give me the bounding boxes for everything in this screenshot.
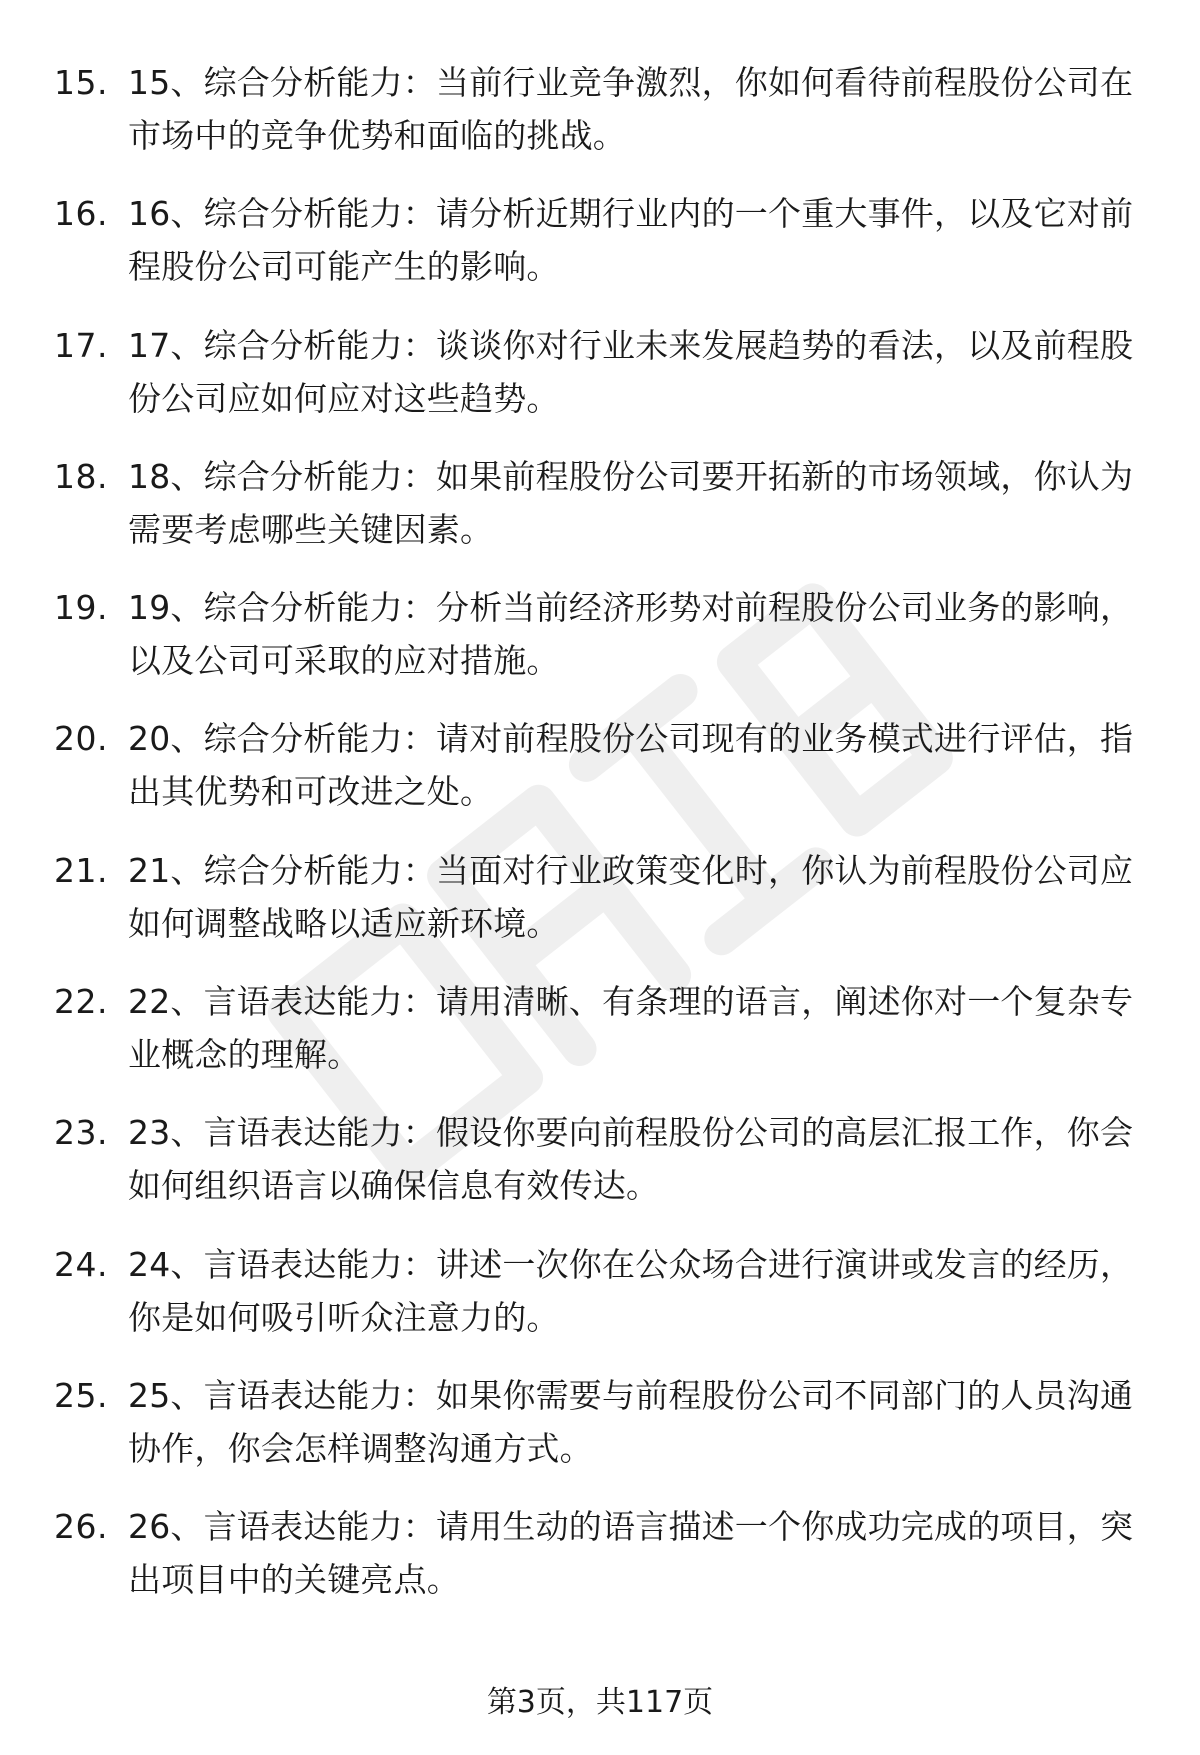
list-item — [0, 56, 1200, 187]
question-text: 25、言语表达能力：如果你需要与前程股份公司不同部门的人员沟通协作，你会怎样调整沟通方式。 — [128, 1375, 1134, 1468]
list-item — [0, 187, 1200, 318]
item-number: 18. — [54, 456, 108, 496]
page-footer: 第3页，共117页 — [486, 1685, 714, 1720]
question-text: 26、言语表达能力：请用生动的语言描述一个你成功完成的项目，突出项目中的关键亮点。 — [128, 1507, 1134, 1600]
list-item — [0, 319, 1200, 450]
list-item — [0, 712, 1200, 843]
question-text: 21、综合分析能力：当面对行业政策变化时，你认为前程股份公司应如何调整战略以适应新环境。 — [128, 850, 1134, 943]
item-number: 21. — [54, 850, 108, 890]
item-number: 25. — [54, 1375, 108, 1415]
question-text: 17、综合分析能力：谈谈你对行业未来发展趋势的看法，以及前程股份公司应如何应对这些趋势。 — [128, 325, 1134, 418]
list-item — [0, 975, 1200, 1106]
list-item — [0, 1500, 1200, 1631]
question-text: 15、综合分析能力：当前行业竞争激烈，你如何看待前程股份公司在市场中的竞争优势和面临的挑战。 — [128, 63, 1134, 155]
item-number: 22. — [54, 982, 108, 1022]
item-number: 19. — [54, 588, 108, 628]
list-item — [0, 581, 1200, 712]
item-number: 26. — [54, 1507, 108, 1547]
item-number: 20. — [54, 719, 108, 759]
list-item — [0, 1238, 1200, 1369]
question-text: 18、综合分析能力：如果前程股份公司要开拓新的市场领域，你认为需要考虑哪些关键因素。 — [128, 456, 1134, 549]
list-item — [0, 1369, 1200, 1500]
question-text: 20、综合分析能力：请对前程股份公司现有的业务模式进行评估，指出其优势和可改进之处。 — [128, 719, 1134, 812]
item-number: 17. — [54, 325, 108, 365]
question-text: 16、综合分析能力：请分析近期行业内的一个重大事件，以及它对前程股份公司可能产生的影响。 — [128, 194, 1134, 287]
question-text: 19、综合分析能力：分析当前经济形势对前程股份公司业务的影响，以及公司可采取的应对措施。 — [128, 588, 1134, 681]
item-number: 16. — [54, 194, 108, 234]
question-text: 24、言语表达能力：讲述一次你在公众场合进行演讲或发言的经历，你是如何吸引听众注意力的。 — [128, 1244, 1134, 1337]
item-number: 23. — [54, 1113, 108, 1153]
question-text: 22、言语表达能力：请用清晰、有条理的语言，阐述你对一个复杂专业概念的理解。 — [128, 982, 1134, 1075]
list-item — [0, 1106, 1200, 1237]
question-text: 23、言语表达能力：假设你要向前程股份公司的高层汇报工作，你会如何组织语言以确保信息有效传达。 — [128, 1113, 1134, 1206]
list-item — [0, 450, 1200, 581]
question-list — [0, 56, 1200, 1632]
list-item — [0, 844, 1200, 975]
item-number: 15. — [54, 63, 108, 102]
item-number: 24. — [54, 1244, 108, 1284]
